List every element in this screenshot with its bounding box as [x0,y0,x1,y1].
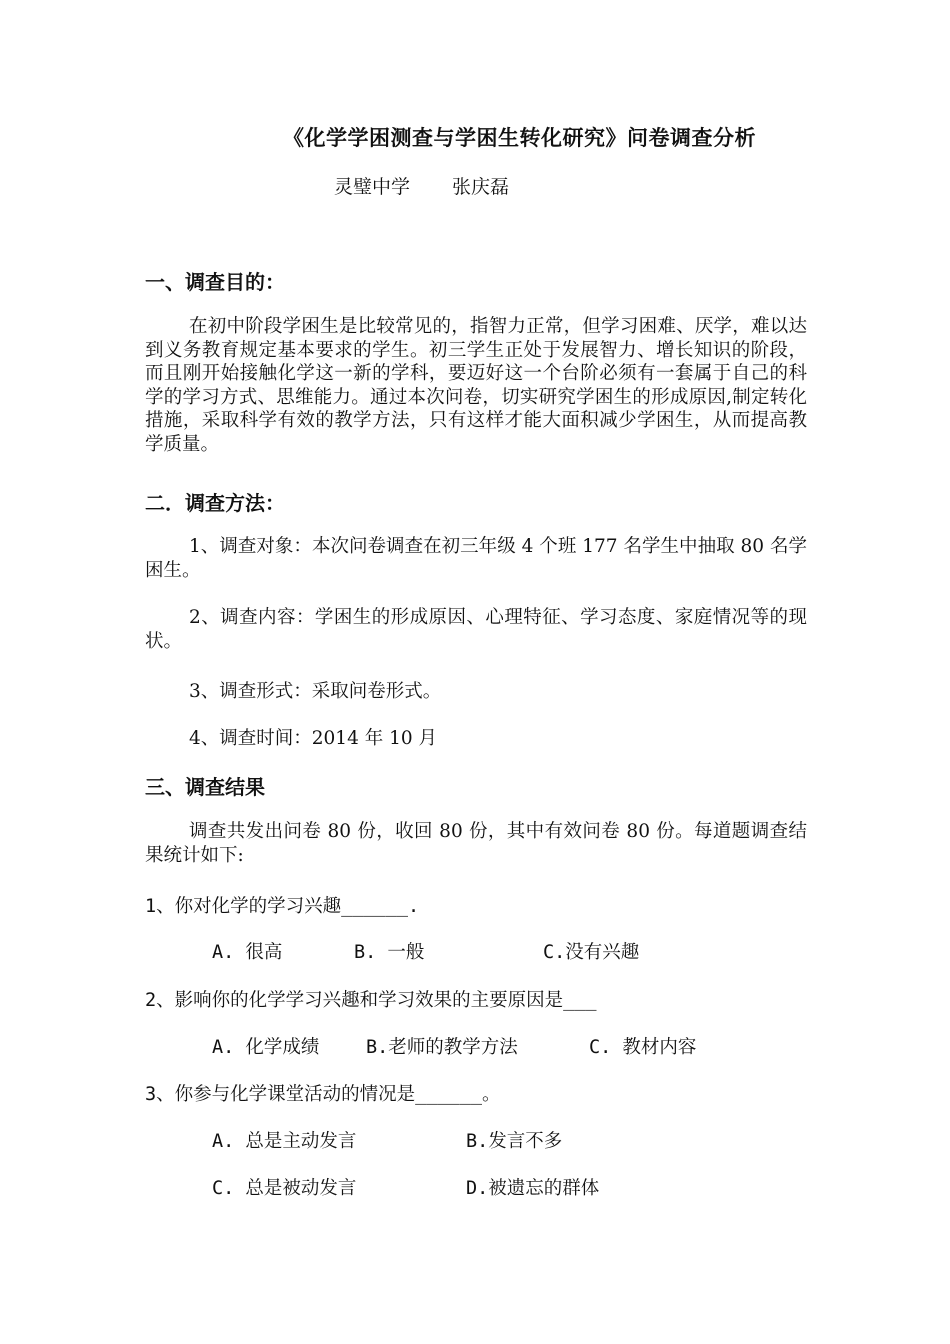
question-1-option-b: B. 一般 [354,942,425,963]
byline [334,172,509,199]
method-item-1: 1、调查对象：本次问卷调查在初三年级 4 个班 177 名学生中抽取 80 名学困生。 [145,536,807,581]
question-1-option-c: C.没有兴趣 [543,942,640,963]
question-3-option-d: D.被遗忘的群体 [466,1178,600,1199]
section-heading-method: 二．调查方法： [145,491,285,515]
document-title: 《化学学困测查与学困生转化研究》问卷调查分析 [283,125,756,150]
question-3-option-a: A. 总是主动发言 [212,1131,357,1152]
question-2-option-c: C. 教材内容 [589,1037,697,1058]
question-2-option-b: B.老师的教学方法 [366,1037,518,1058]
method-item-3: 3、调查形式：采取问卷形式。 [189,681,442,702]
question-3-option-c: C. 总是被动发言 [212,1178,357,1199]
question-3: 3、你参与化学课堂活动的情况是______。 [145,1084,501,1105]
question-3-option-b: B.发言不多 [466,1131,563,1152]
question-2: 2、影响你的化学学习兴趣和学习效果的主要原因是___ [145,990,597,1011]
method-item-4: 4、调查时间：2014 年 10 月 [189,728,438,749]
question-1-option-a: A. 很高 [212,942,283,963]
section-heading-results: 三、调查结果 [145,775,265,799]
question-2-option-a: A. 化学成绩 [212,1037,320,1058]
results-intro: 调查共发出问卷 80 份，收回 80 份，其中有效问卷 80 份。每道题调查结果统计如下: [145,821,807,866]
question-1: 1、你对化学的学习兴趣______. [145,896,420,917]
author-name: 张庆磊 [452,176,510,198]
school-name: 灵璧中学 [334,176,411,198]
section-heading-purpose: 一、调查目的： [145,270,285,294]
purpose-paragraph: 在初中阶段学困生是比较常见的，指智力正常，但学习困难、厌学，难以达到义务教育规定基本要求的学生。初三学生正处于发展智力、增长知识的阶段，而且刚开始接触化学这一新的学科，要迈好这一个台阶必须有一套属于自己的科学的学习方式、思维能力。通过本次问卷，切实研究学困生的形成原因,制定转化措施，采取科学有效的教学方法，只有这样才能大面积减少学困生，从而提高教学质量。 [145,316,807,455]
method-item-2: 2、调查内容：学困生的形成原因、心理特征、学习态度、家庭情况等的现状。 [145,607,807,652]
